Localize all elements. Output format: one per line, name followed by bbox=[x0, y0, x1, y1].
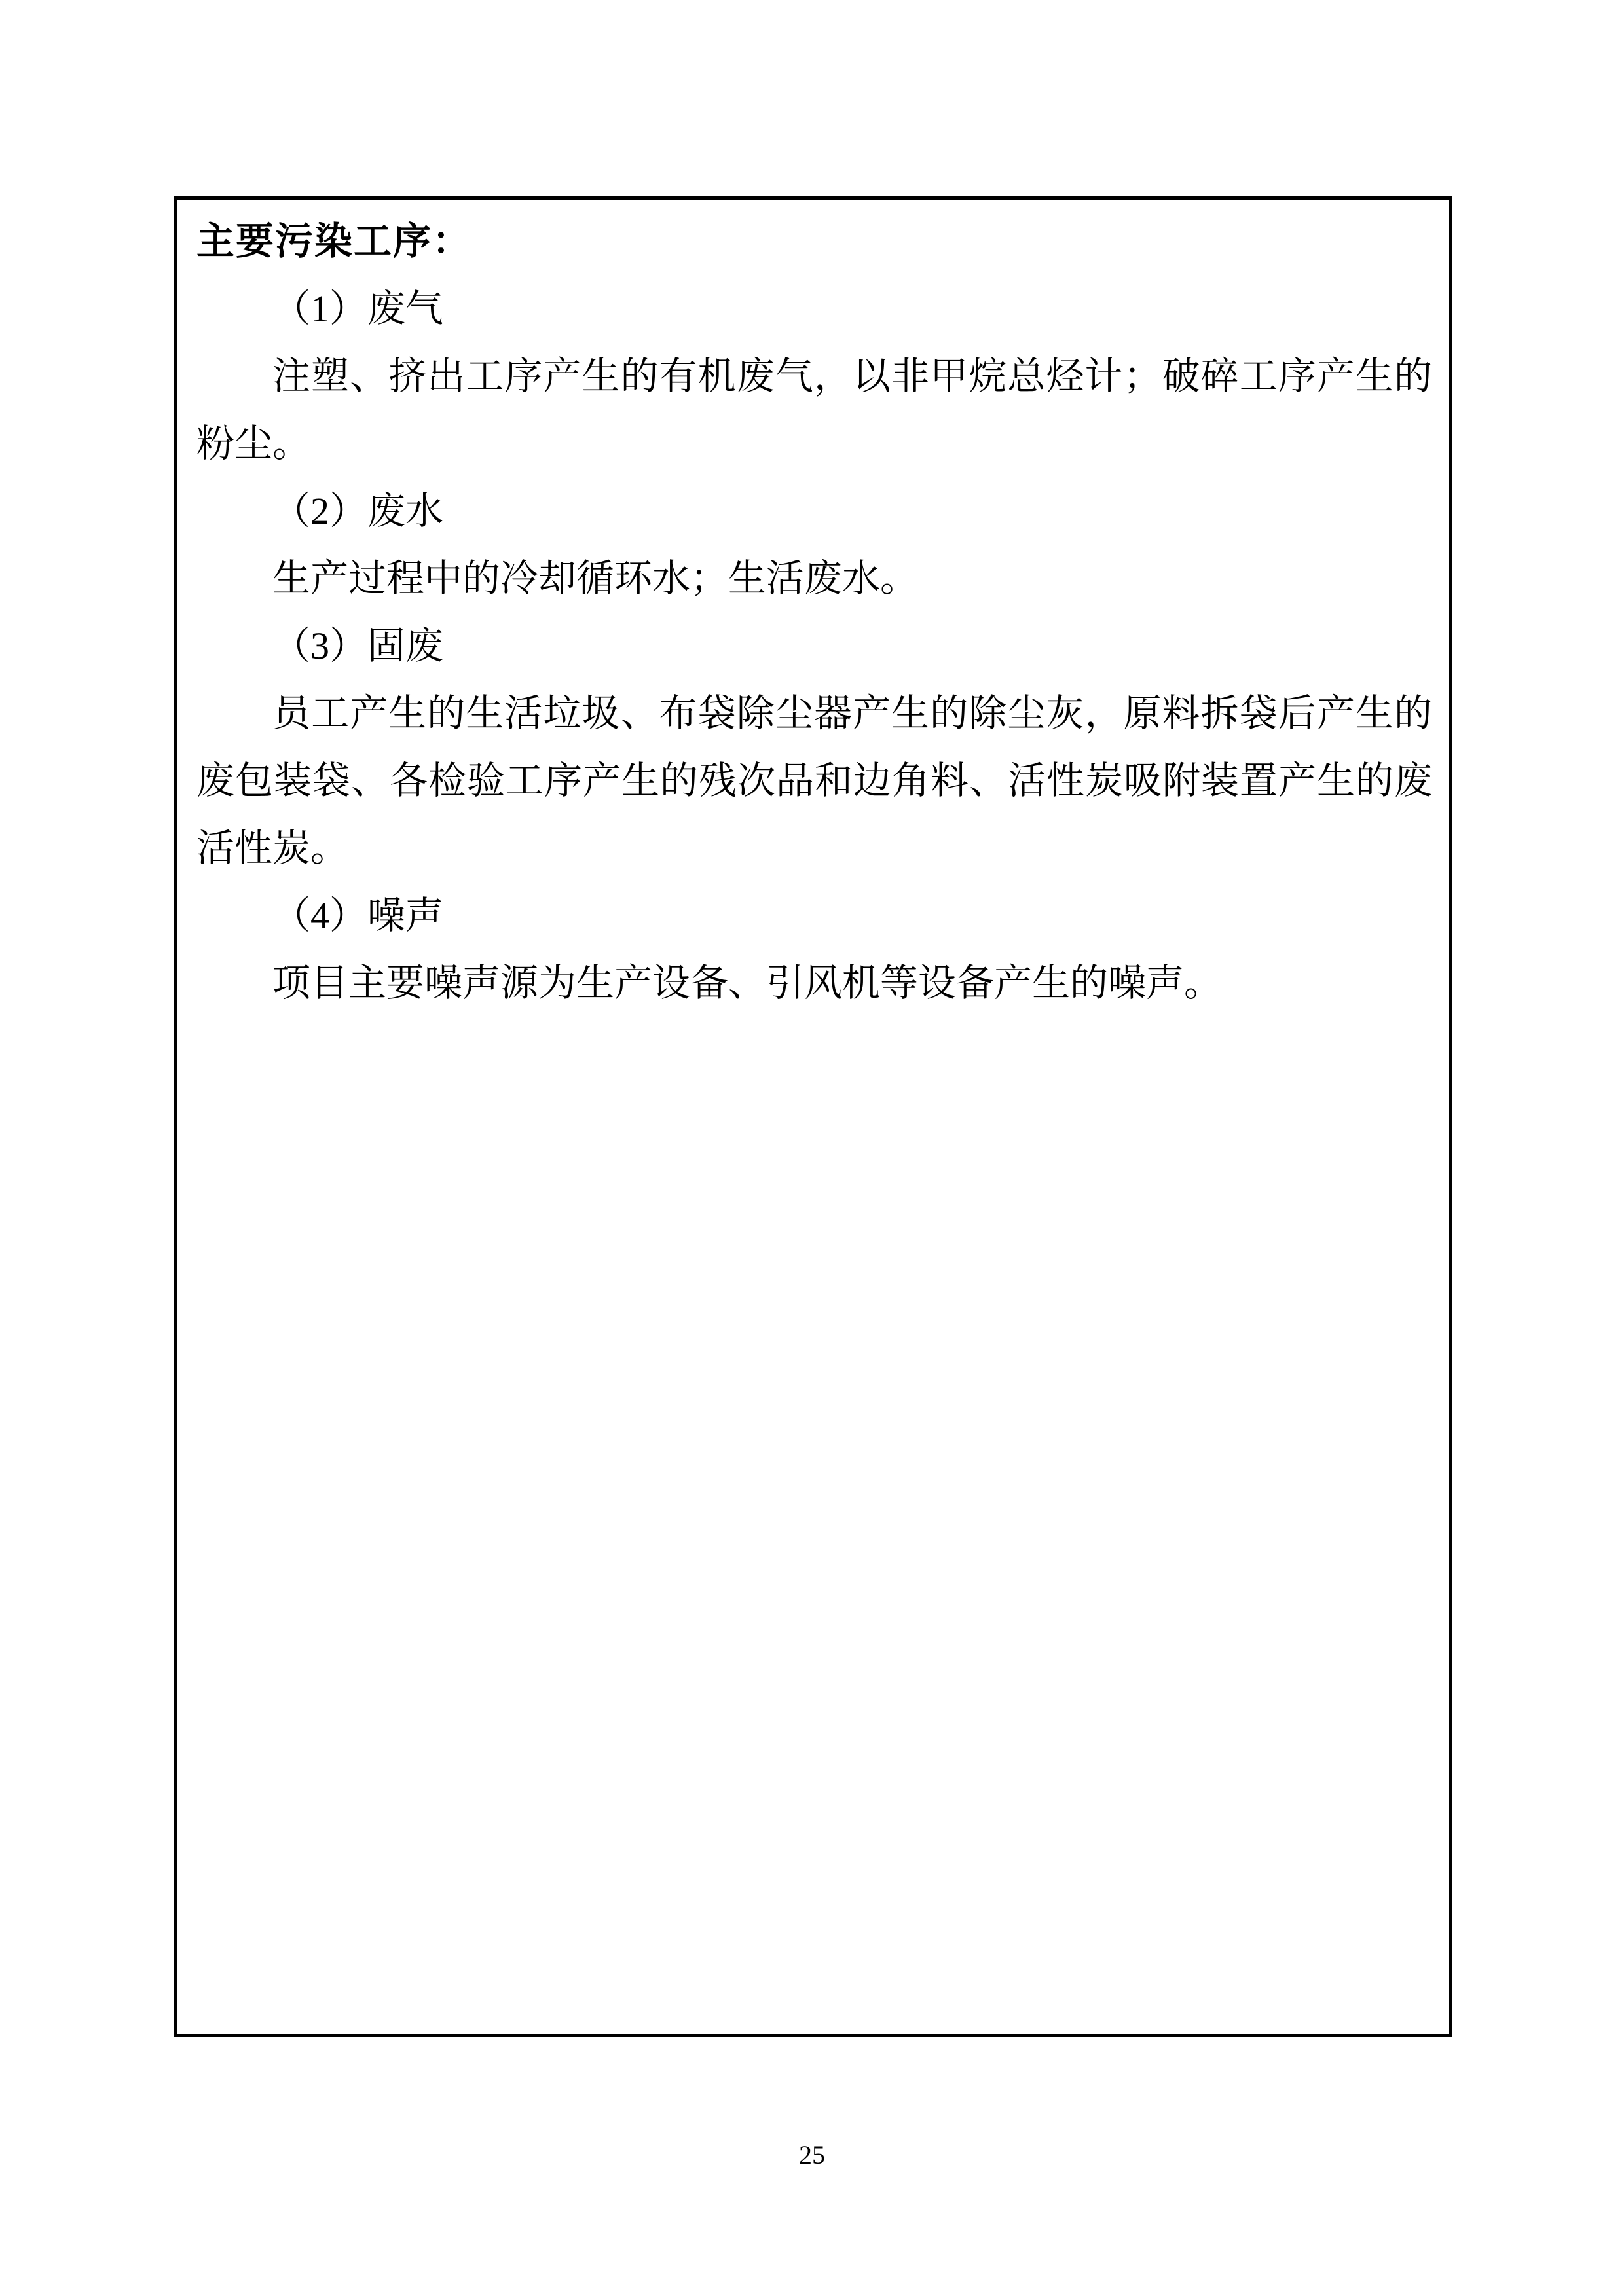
item-label-waste-water: （2）废水 bbox=[272, 490, 444, 532]
page-number: 25 bbox=[799, 2140, 825, 2170]
page-footer bbox=[0, 2140, 1624, 2170]
paragraph-waste-water: 生产过程中的冷却循环水；生活废水。 bbox=[272, 557, 919, 600]
item-label-noise: （4）噪声 bbox=[272, 894, 444, 937]
pollution-process-table-cell bbox=[174, 196, 1452, 2037]
item-label-waste-gas: （1）废气 bbox=[272, 287, 444, 330]
paragraph-noise: 项目主要噪声源为生产设备、引风机等设备产生的噪声。 bbox=[272, 962, 1223, 1004]
paragraph-solid-waste: 员工产生的生活垃圾、布袋除尘器产生的除尘灰，原料拆袋后产生的废包装袋、各检验工序产生的残次品和边角料、活性炭吸附装置产生的废活性炭。 bbox=[196, 692, 1432, 869]
section-title: 主要污染工序： bbox=[196, 220, 472, 263]
paragraph-waste-gas: 注塑、挤出工序产生的有机废气，以非甲烷总烃计；破碎工序产生的粉尘。 bbox=[196, 355, 1432, 465]
item-label-solid-waste: （3）固废 bbox=[272, 625, 444, 667]
